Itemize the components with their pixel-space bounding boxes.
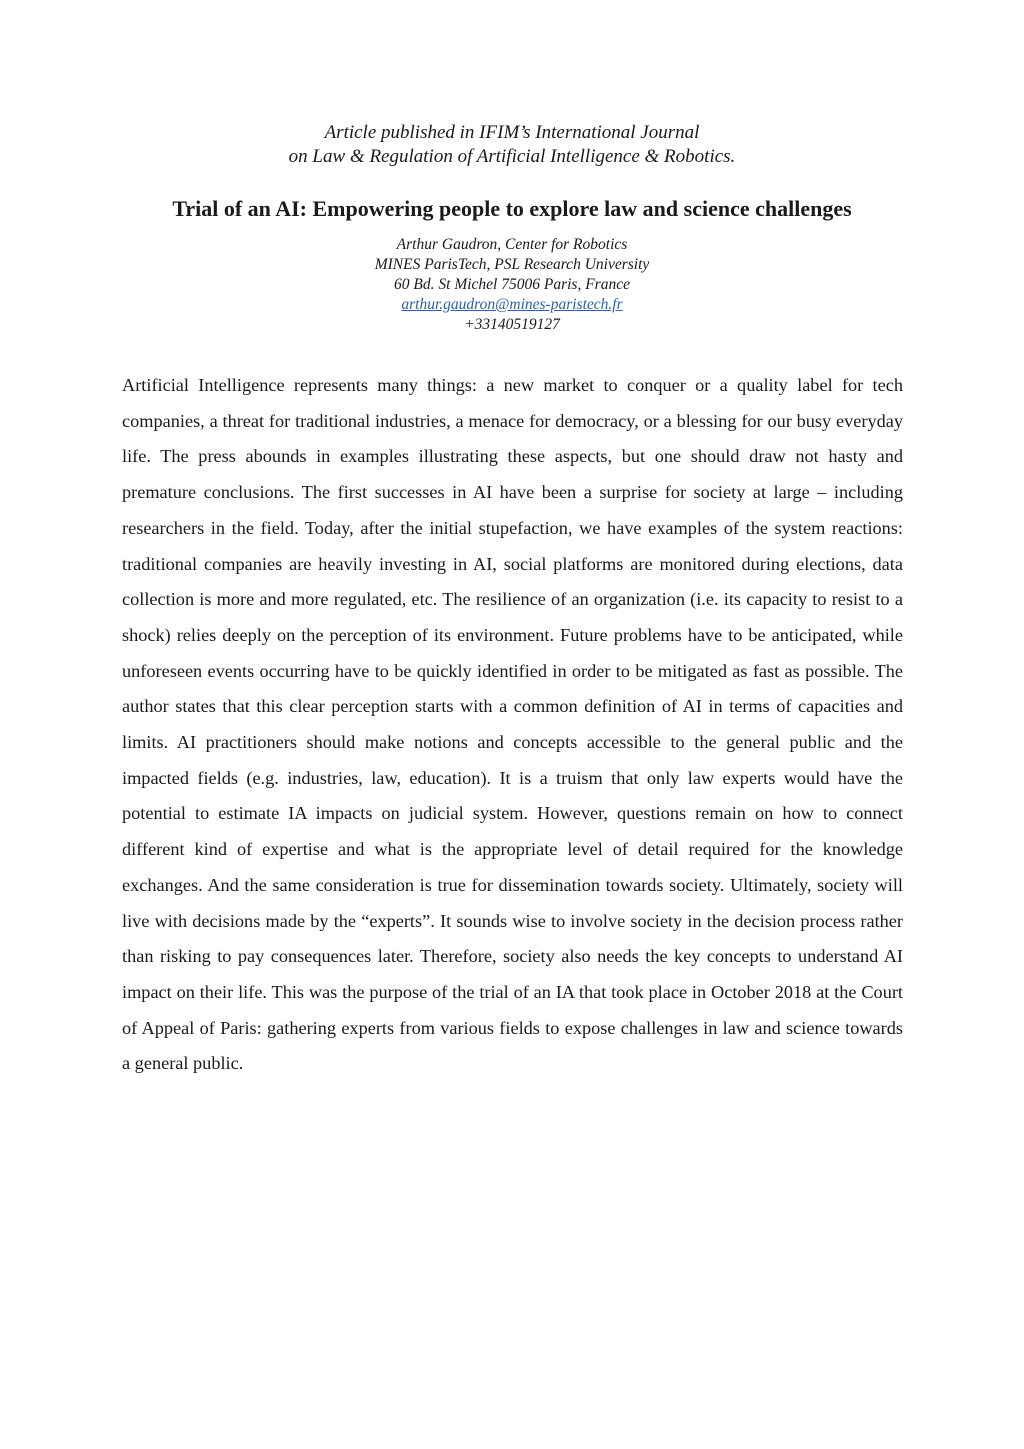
publication-line-1: Article published in IFIM’s International Journal xyxy=(324,122,700,143)
publication-line-2: on Law & Regulation of Artificial Intelligence & Robotics. xyxy=(288,146,736,167)
author-address: 60 Bd. St Michel 75006 Paris, France xyxy=(394,276,630,293)
article-title: Trial of an AI: Empowering people to explore law and science challenges xyxy=(172,196,852,221)
author-phone: +33140519127 xyxy=(464,316,560,333)
author-institution: MINES ParisTech, PSL Research University xyxy=(374,256,650,273)
author-name: Arthur Gaudron, Center for Robotics xyxy=(396,236,628,253)
author-email-link[interactable]: arthur.gaudron@mines-paristech.fr xyxy=(401,296,623,313)
author-block xyxy=(0,235,1024,335)
abstract-paragraph: Artificial Intelligence represents many things: a new market to conquer or a quality label for tech companies, a threat for traditional industries, a menace for democracy, or a blessing for our busy everyday life. The press abounds in examples illustrating these aspects, but one should draw not hasty and premature conclusions. The first successes in AI have been a surprise for society at large – including researchers in the field. Today, after the initial stupefaction, we have examples of the system reactions: traditional companies are heavily investing in AI, social platforms are monitored during elections, data collection is more and more regulated, etc. The resilience of an organization (i.e. its capacity to resist to a shock) relies deeply on the perception of its environment. Future problems have to be anticipated, while unforeseen events occurring have to be quickly identified in order to be mitigated as fast as possible. The author states that this clear perception starts with a common definition of AI in terms of capacities and limits. AI practitioners should make notions and concepts accessible to the general public and the impacted fields (e.g. industries, law, education). It is a truism that only law experts would have the potential to estimate IA impacts on judicial system. However, questions remain on how to connect different kind of expertise and what is the appropriate level of detail required for the knowledge exchanges. And the same consideration is true for dissemination towards society. Ultimately, society will live with decisions made by the “experts”. It sounds wise to involve society in the decision process rather than risking to pay consequences later. Therefore, society also needs the key concepts to understand AI impact on their life. This was the purpose of the trial of an IA that took place in October 2018 at the Court of Appeal of Paris: gathering experts from various fields to expose challenges in law and science towards a general public. xyxy=(122,375,903,1074)
publication-note xyxy=(0,121,1024,169)
